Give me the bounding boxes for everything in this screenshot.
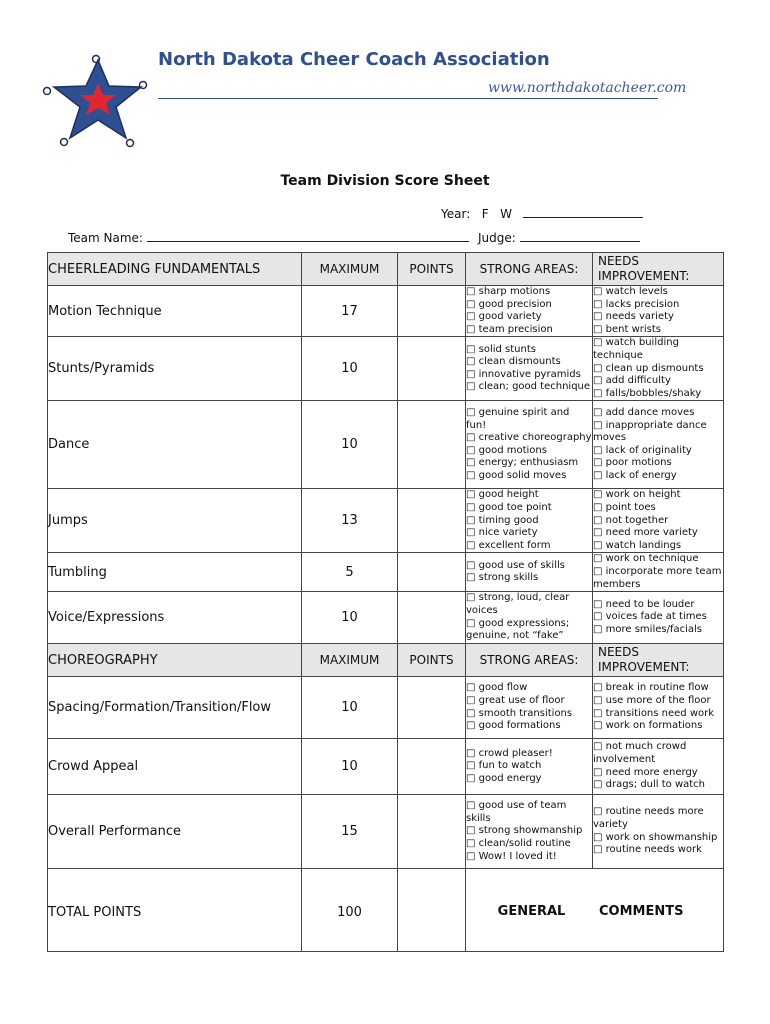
maximum-value: 15 bbox=[302, 795, 398, 869]
category-row bbox=[48, 337, 724, 401]
strong-area-checkbox[interactable]: □ creative choreography bbox=[466, 432, 592, 444]
strong-area-checkbox[interactable]: □ clean; good technique bbox=[466, 381, 591, 393]
strong-area-checkbox[interactable]: □ good use of team skills bbox=[466, 800, 567, 824]
points-entry-cell[interactable] bbox=[398, 739, 466, 795]
category-row bbox=[48, 795, 724, 869]
strong-area-checkbox[interactable]: □ Wow! I loved it! bbox=[466, 850, 557, 862]
needs-improvement-checkbox[interactable]: □ watch landings bbox=[593, 539, 682, 551]
strong-area-checkbox[interactable]: □ excellent form bbox=[466, 539, 551, 551]
total-row bbox=[48, 869, 724, 952]
needs-improvement-checkbox[interactable]: □ watch levels bbox=[593, 286, 668, 297]
needs-improvement-checkbox[interactable]: □ bent wrists bbox=[593, 323, 661, 335]
organization-name: North Dakota Cheer Coach Association bbox=[158, 49, 550, 70]
category-name: Spacing/Formation/Transition/Flow bbox=[48, 677, 302, 739]
needs-improvement-list bbox=[593, 337, 724, 401]
team-name-line bbox=[68, 230, 469, 245]
needs-improvement-list bbox=[593, 553, 724, 592]
needs-improvement-list bbox=[593, 795, 724, 869]
total-max-value: 100 bbox=[302, 869, 398, 952]
maximum-header: MAXIMUM bbox=[302, 253, 398, 286]
needs-improvement-checkbox[interactable]: □ transitions need work bbox=[593, 707, 715, 719]
needs-improvement-checkbox[interactable]: □ lacks precision bbox=[593, 298, 680, 310]
strong-area-checkbox[interactable]: □ strong showmanship bbox=[466, 825, 583, 837]
needs-improvement-checkbox[interactable]: □ voices fade at times bbox=[593, 611, 707, 623]
points-entry-cell[interactable] bbox=[398, 489, 466, 553]
category-name: Motion Technique bbox=[48, 286, 302, 337]
category-row bbox=[48, 553, 724, 592]
needs-improvement-checkbox[interactable]: □ not much crowd involvement bbox=[593, 741, 687, 766]
strong-areas-list bbox=[466, 489, 593, 553]
category-row bbox=[48, 401, 724, 489]
needs-improvement-checkbox[interactable]: □ add dance moves bbox=[593, 407, 695, 419]
strong-area-checkbox[interactable]: □ strong, loud, clear voices bbox=[466, 592, 570, 617]
strong-areas-header: STRONG AREAS: bbox=[466, 644, 593, 677]
strong-area-checkbox[interactable]: □ sharp motions bbox=[466, 286, 551, 297]
total-points-cell[interactable] bbox=[398, 869, 466, 952]
needs-improvement-checkbox[interactable]: □ not together bbox=[593, 514, 669, 526]
strong-area-checkbox[interactable]: □ great use of floor bbox=[466, 695, 565, 707]
needs-improvement-checkbox[interactable]: □ point toes bbox=[593, 501, 656, 513]
strong-areas-list bbox=[466, 337, 593, 401]
judge-label: Judge: bbox=[478, 231, 516, 245]
strong-areas-list bbox=[466, 553, 593, 592]
strong-area-checkbox[interactable]: □ good formations bbox=[466, 720, 561, 732]
needs-improvement-header: NEEDS IMPROVEMENT: bbox=[593, 644, 724, 677]
score-table bbox=[47, 252, 724, 952]
needs-improvement-checkbox[interactable]: □ break in routine flow bbox=[593, 682, 709, 694]
strong-area-checkbox[interactable]: □ good use of skills bbox=[466, 559, 565, 571]
strong-area-checkbox[interactable]: □ good variety bbox=[466, 311, 542, 323]
strong-area-checkbox[interactable]: □ clean/solid routine bbox=[466, 837, 571, 849]
maximum-value: 10 bbox=[302, 401, 398, 489]
judge-line bbox=[478, 230, 640, 245]
total-points-label: TOTAL POINTS bbox=[48, 869, 302, 952]
maximum-header: MAXIMUM bbox=[302, 644, 398, 677]
needs-improvement-checkbox[interactable]: □ work on height bbox=[593, 489, 681, 501]
needs-improvement-checkbox[interactable]: □ more smiles/facials bbox=[593, 623, 702, 635]
strong-area-checkbox[interactable]: □ good flow bbox=[466, 682, 528, 694]
strong-areas-list bbox=[466, 401, 593, 489]
category-name: Tumbling bbox=[48, 553, 302, 592]
strong-area-checkbox[interactable]: □ crowd pleaser! bbox=[466, 747, 553, 759]
year-option-w[interactable]: W bbox=[500, 207, 512, 221]
fundamentals-section bbox=[48, 253, 724, 644]
needs-improvement-checkbox[interactable]: □ lack of originality bbox=[593, 444, 692, 456]
section-title: CHOREOGRAPHY bbox=[48, 644, 302, 677]
section-title: CHEERLEADING FUNDAMENTALS bbox=[48, 253, 302, 286]
needs-improvement-checkbox[interactable]: □ need to be louder bbox=[593, 598, 695, 610]
fundamentals-header-row bbox=[48, 253, 724, 286]
association-logo bbox=[42, 54, 148, 148]
needs-improvement-checkbox[interactable]: □ poor motions bbox=[593, 457, 672, 469]
maximum-value: 10 bbox=[302, 677, 398, 739]
strong-area-checkbox[interactable]: □ good solid moves bbox=[466, 470, 567, 482]
choreography-section bbox=[48, 644, 724, 869]
needs-improvement-checkbox[interactable]: □ needs variety bbox=[593, 311, 674, 323]
category-row bbox=[48, 286, 724, 337]
category-row bbox=[48, 677, 724, 739]
choreography-header-row bbox=[48, 644, 724, 677]
category-name: Crowd Appeal bbox=[48, 739, 302, 795]
team-name-label: Team Name: bbox=[68, 231, 143, 245]
strong-area-checkbox[interactable]: □ genuine spirit and fun! bbox=[466, 407, 570, 431]
maximum-value: 13 bbox=[302, 489, 398, 553]
points-entry-cell[interactable] bbox=[398, 553, 466, 592]
strong-area-checkbox[interactable]: □ solid stunts bbox=[466, 343, 536, 355]
strong-area-checkbox[interactable]: □ timing good bbox=[466, 514, 539, 526]
strong-areas-list bbox=[466, 739, 593, 795]
strong-areas-list bbox=[466, 795, 593, 869]
needs-improvement-checkbox[interactable]: □ lack of energy bbox=[593, 470, 677, 482]
total-section bbox=[48, 869, 724, 952]
strong-area-checkbox[interactable]: □ smooth transitions bbox=[466, 707, 573, 719]
year-option-f[interactable]: F bbox=[481, 207, 489, 221]
strong-area-checkbox[interactable]: □ energy; enthusiasm bbox=[466, 457, 579, 469]
strong-area-checkbox[interactable]: □ fun to watch bbox=[466, 760, 542, 772]
general-comments-box[interactable] bbox=[466, 869, 724, 952]
needs-improvement-checkbox[interactable]: □ watch building technique bbox=[593, 337, 679, 361]
needs-improvement-header: NEEDS IMPROVEMENT: bbox=[593, 253, 724, 286]
maximum-value: 10 bbox=[302, 337, 398, 401]
needs-improvement-checkbox[interactable]: □ work on technique bbox=[593, 553, 699, 565]
strong-area-checkbox[interactable]: □ good motions bbox=[466, 444, 547, 456]
sheet-title: Team Division Score Sheet bbox=[280, 173, 490, 189]
comments-label: COMMENTS bbox=[599, 903, 684, 919]
needs-improvement-checkbox[interactable]: □ add difficulty bbox=[593, 375, 671, 387]
category-row bbox=[48, 739, 724, 795]
needs-improvement-checkbox[interactable]: □ use more of the floor bbox=[593, 695, 711, 707]
maximum-value: 10 bbox=[302, 592, 398, 644]
category-name: Stunts/Pyramids bbox=[48, 337, 302, 401]
category-name: Jumps bbox=[48, 489, 302, 553]
needs-improvement-list bbox=[593, 489, 724, 553]
needs-improvement-list bbox=[593, 739, 724, 795]
category-name: Overall Performance bbox=[48, 795, 302, 869]
category-row bbox=[48, 489, 724, 553]
needs-improvement-checkbox[interactable]: □ routine needs work bbox=[593, 844, 702, 856]
strong-area-checkbox[interactable]: □ good precision bbox=[466, 298, 552, 310]
strong-area-checkbox[interactable]: □ good energy bbox=[466, 772, 542, 784]
needs-improvement-list bbox=[593, 286, 724, 337]
category-name: Voice/Expressions bbox=[48, 592, 302, 644]
organization-url[interactable]: www.northdakotacheer.com bbox=[488, 80, 687, 96]
points-entry-cell[interactable] bbox=[398, 592, 466, 644]
strong-area-checkbox[interactable]: □ good toe point bbox=[466, 501, 552, 513]
needs-improvement-checkbox[interactable]: □ falls/bobbles/shaky bbox=[593, 387, 702, 399]
header-divider bbox=[158, 98, 658, 99]
needs-improvement-checkbox[interactable]: □ drags; dull to watch bbox=[593, 779, 706, 791]
strong-area-checkbox[interactable]: □ innovative pyramids bbox=[466, 368, 581, 380]
points-entry-cell[interactable] bbox=[398, 286, 466, 337]
team-name-field[interactable] bbox=[147, 230, 469, 242]
strong-areas-list bbox=[466, 677, 593, 739]
needs-improvement-checkbox[interactable]: □ inappropriate dance moves bbox=[593, 419, 707, 444]
maximum-value: 17 bbox=[302, 286, 398, 337]
needs-improvement-checkbox[interactable]: □ routine needs more variety bbox=[593, 806, 704, 831]
maximum-value: 5 bbox=[302, 553, 398, 592]
judge-field[interactable] bbox=[520, 230, 640, 242]
year-label: Year: bbox=[441, 207, 471, 221]
maximum-value: 10 bbox=[302, 739, 398, 795]
strong-areas-header: STRONG AREAS: bbox=[466, 253, 593, 286]
needs-improvement-checkbox[interactable]: □ need more variety bbox=[593, 527, 698, 539]
category-name: Dance bbox=[48, 401, 302, 489]
year-line bbox=[441, 206, 643, 221]
general-label: GENERAL bbox=[497, 903, 566, 919]
category-row bbox=[48, 592, 724, 644]
needs-improvement-checkbox[interactable]: □ work on formations bbox=[593, 720, 703, 732]
points-header: POINTS bbox=[398, 253, 466, 286]
points-entry-cell[interactable] bbox=[398, 401, 466, 489]
strong-areas-list bbox=[466, 286, 593, 337]
points-entry-cell[interactable] bbox=[398, 795, 466, 869]
points-entry-cell[interactable] bbox=[398, 677, 466, 739]
needs-improvement-checkbox[interactable]: □ work on showmanship bbox=[593, 831, 718, 843]
year-field[interactable] bbox=[523, 206, 643, 218]
strong-area-checkbox[interactable]: □ strong skills bbox=[466, 572, 539, 584]
strong-area-checkbox[interactable]: □ nice variety bbox=[466, 527, 538, 539]
star-logo-icon bbox=[42, 54, 148, 148]
points-entry-cell[interactable] bbox=[398, 337, 466, 401]
strong-area-checkbox[interactable]: □ good expressions; genuine, not “fake” bbox=[466, 617, 570, 642]
points-header: POINTS bbox=[398, 644, 466, 677]
strong-area-checkbox[interactable]: □ good height bbox=[466, 489, 539, 501]
needs-improvement-checkbox[interactable]: □ incorporate more team members bbox=[593, 565, 722, 590]
strong-area-checkbox[interactable]: □ clean dismounts bbox=[466, 356, 561, 368]
needs-improvement-list bbox=[593, 677, 724, 739]
needs-improvement-checkbox[interactable]: □ need more energy bbox=[593, 766, 698, 778]
needs-improvement-list bbox=[593, 401, 724, 489]
needs-improvement-list bbox=[593, 592, 724, 644]
needs-improvement-checkbox[interactable]: □ clean up dismounts bbox=[593, 362, 704, 374]
strong-area-checkbox[interactable]: □ team precision bbox=[466, 323, 553, 335]
strong-areas-list bbox=[466, 592, 593, 644]
